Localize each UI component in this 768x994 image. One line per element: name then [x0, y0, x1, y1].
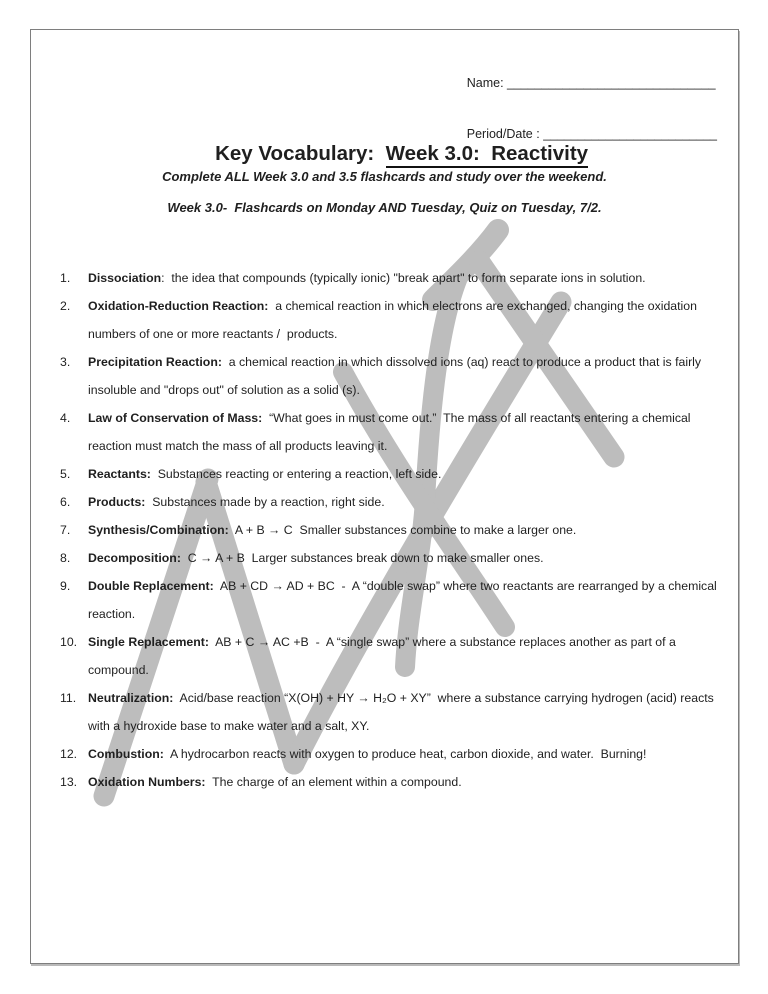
vocab-item-definition: AB + CD → AD + BC - A “double swap” where two reactants are rearranged by a chemical reaction.	[88, 579, 721, 621]
name-blank-line: ______________________________	[507, 76, 716, 90]
vocab-item	[57, 572, 721, 628]
vocab-item-number: 1.	[60, 271, 71, 285]
vocab-item-definition: a chemical reaction in which electrons are exchanged, changing the oxidation numbers of one or more reactants / products.	[88, 299, 701, 341]
vocab-item-term: Precipitation Reaction:	[88, 355, 222, 369]
vocab-item-separator: :	[161, 271, 165, 285]
vocab-item-number: 5.	[60, 467, 71, 481]
vocab-item-term: Products:	[88, 495, 146, 509]
vocab-item-term: Oxidation-Reduction Reaction:	[88, 299, 269, 313]
vocab-item	[57, 768, 721, 796]
vocab-list	[57, 264, 721, 796]
vocab-item-number: 9.	[60, 579, 71, 593]
vocab-item	[57, 460, 721, 488]
vocab-item	[57, 264, 721, 292]
vocab-item-number: 4.	[60, 411, 71, 425]
vocab-item	[57, 404, 721, 460]
vocab-item-definition: AB + C → AC +B - A “single swap” where a substance replaces another as part of a compound.	[88, 635, 680, 677]
page-title-underlined: Week 3.0: Reactivity	[386, 142, 588, 168]
vocab-item-definition: C → A + B Larger substances break down to make smaller ones.	[180, 551, 544, 565]
period-date-label: Period/Date :	[466, 127, 544, 141]
vocab-item-definition: The charge of an element within a compound.	[205, 775, 462, 789]
vocab-item	[57, 740, 721, 768]
vocab-item-term: Law of Conservation of Mass:	[88, 411, 263, 425]
instruction-line-2: Week 3.0- Flashcards on Monday AND Tuesday, Quiz on Tuesday, 7/2.	[167, 200, 602, 215]
vocab-item	[57, 684, 721, 740]
vocab-item-term: Reactants:	[88, 467, 151, 481]
vocab-item	[57, 516, 721, 544]
vocab-item-term: Decomposition:	[88, 551, 181, 565]
vocab-item-definition: A hydrocarbon reacts with oxygen to produce heat, carbon dioxide, and water. Burning!	[163, 747, 647, 761]
vocab-item-term: Synthesis/Combination:	[88, 523, 229, 537]
vocab-item-term: Neutralization:	[88, 691, 174, 705]
vocab-item-term: Oxidation Numbers:	[88, 775, 206, 789]
vocab-item	[57, 348, 721, 404]
page-title-prefix: Key Vocabulary:	[215, 142, 386, 165]
vocab-item	[57, 292, 721, 348]
vocab-item	[57, 628, 721, 684]
vocab-item-number: 11.	[60, 691, 77, 705]
vocab-item-definition: A + B → C Smaller substances combine to make a larger one.	[228, 523, 577, 537]
vocab-item-definition: a chemical reaction in which dissolved ions (aq) react to produce a product that is fairly insoluble and "drops out" of solution as a solid (s).	[88, 355, 705, 397]
vocab-item-definition: “What goes in must come out.” The mass of all reactants entering a chemical reaction must match the mass of all products leaving it.	[88, 411, 694, 453]
name-field	[467, 75, 717, 92]
vocab-item-definition: Substances made by a reaction, right side.	[145, 495, 385, 509]
vocab-item-number: 3.	[60, 355, 71, 369]
vocab-item-number: 10.	[60, 635, 78, 649]
vocab-item-number: 2.	[60, 299, 71, 313]
name-label: Name:	[466, 76, 508, 90]
vocab-item-definition: the idea that compounds (typically ionic) "break apart" to form separate ions in solution.	[164, 271, 646, 285]
vocab-item	[57, 544, 721, 572]
vocab-item-term: Single Replacement:	[88, 635, 209, 649]
vocab-item-number: 12.	[60, 747, 78, 761]
vocab-item-term: Double Replacement:	[88, 579, 214, 593]
worksheet-page	[30, 29, 739, 964]
vocab-item-term: Dissociation	[88, 271, 162, 285]
vocab-item-number: 8.	[60, 551, 71, 565]
vocab-item-number: 13.	[60, 775, 78, 789]
instruction-line-1: Complete ALL Week 3.0 and 3.5 flashcards and study over the weekend.	[162, 169, 607, 184]
period-date-blank-line: _________________________	[543, 127, 717, 141]
vocab-item-definition: Substances reacting or entering a reaction, left side.	[150, 467, 442, 481]
vocab-item-term: Combustion:	[88, 747, 164, 761]
vocab-item	[57, 488, 721, 516]
vocab-item-number: 6.	[60, 495, 71, 509]
worksheet-content	[31, 30, 738, 963]
vocab-item-number: 7.	[60, 523, 71, 537]
vocab-item-definition: Acid/base reaction “X(OH) + HY → H₂O + XY” where a substance carrying hydrogen (acid) reacts with a hydroxide base to make water and a salt, XY.	[88, 691, 718, 733]
